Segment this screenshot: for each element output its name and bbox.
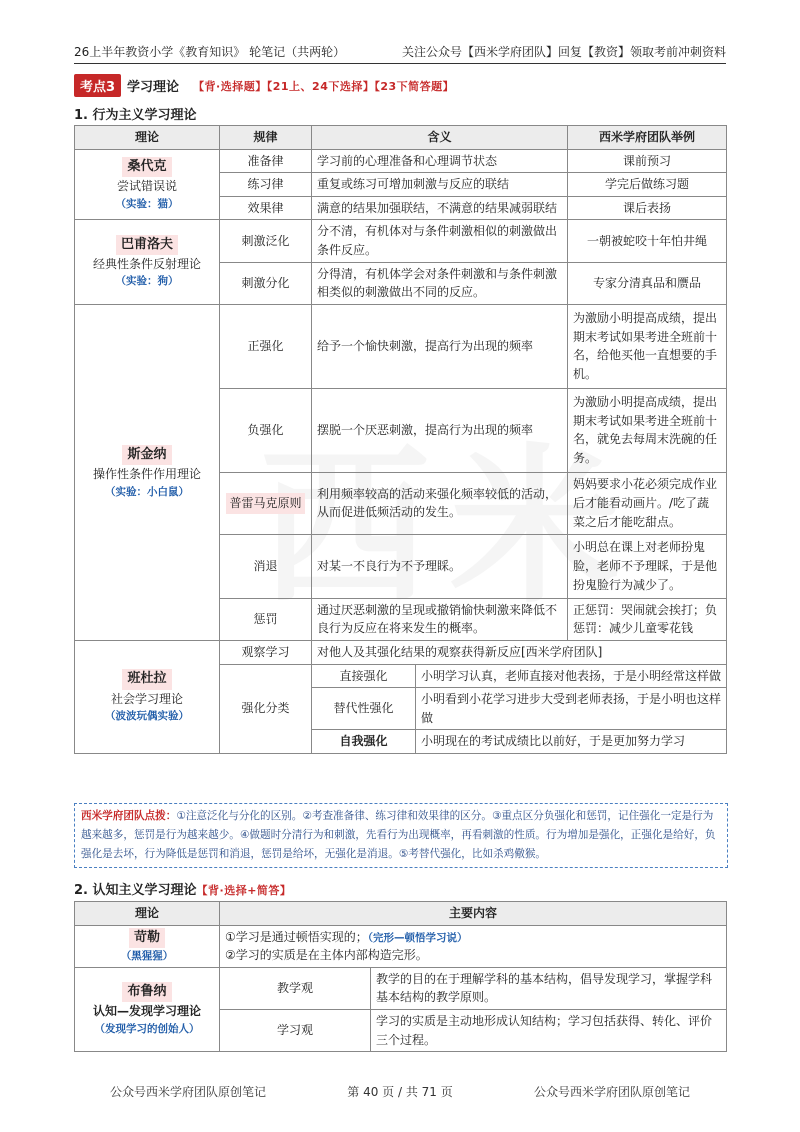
example-cell: 为激励小明提高成绩，提出期末考试如果考进全班前十名，就免去每周末洗碗的任务。 bbox=[568, 388, 727, 472]
page-footer bbox=[110, 1083, 690, 1100]
view-cell: 学习观 bbox=[220, 1009, 371, 1051]
kohler-line1-note: （完形—顿悟学习说） bbox=[367, 931, 468, 944]
meaning-cell: 学习前的心理准备和心理调节状态 bbox=[312, 149, 568, 173]
meaning-cell: 通过厌恶刺激的呈现或撤销愉快刺激来降低不良行为反应在将来发生的概率。 bbox=[312, 598, 568, 640]
col-header-example: 西米学府团队举例 bbox=[568, 126, 727, 150]
reinforce-type-cell: 替代性强化 bbox=[312, 688, 416, 730]
behaviorism-table bbox=[74, 125, 727, 754]
pavlov-name: 巴甫洛夫 bbox=[116, 235, 178, 255]
tip-label: 西米学府团队点拨： bbox=[81, 810, 177, 822]
thorndike-cell bbox=[75, 149, 220, 220]
example-cell: 为激励小明提高成绩，提出期末考试如果考进全班前十名，给他买他一直想要的手机。 bbox=[568, 304, 727, 388]
reinforce-content-cell: 小明看到小花学习进步大受到老师表扬，于是小明也这样做 bbox=[416, 688, 727, 730]
footer-right: 公众号西米学府团队原创笔记 bbox=[533, 1085, 690, 1099]
kohler-exp: （黑猩猩） bbox=[120, 950, 174, 963]
section-heading: 学习理论 bbox=[127, 80, 180, 95]
bruner-name: 布鲁纳 bbox=[122, 982, 171, 1002]
table-row bbox=[75, 149, 727, 173]
law-cell: 消退 bbox=[220, 534, 312, 598]
skinner-cell bbox=[75, 304, 220, 640]
reinforce-type-cell: 自我强化 bbox=[312, 730, 416, 754]
law-cell: 练习律 bbox=[220, 173, 312, 197]
page-number: 第 40 页 / 共 71 页 bbox=[347, 1085, 453, 1099]
col-header-theory: 理论 bbox=[75, 126, 220, 150]
table-row bbox=[75, 925, 727, 967]
reinforce-content-cell: 小明现在的考试成绩比以前好，于是更加努力学习 bbox=[416, 730, 727, 754]
example-cell: 正惩罚：哭闹就会挨打；负惩罚：减少儿童零花钱 bbox=[568, 598, 727, 640]
law-cell: 刺激分化 bbox=[220, 262, 312, 304]
view-content-cell: 教学的目的在于理解学科的基本结构，倡导发现学习，掌握学科基本结构的教学原则。 bbox=[371, 967, 727, 1009]
law-cell: 刺激泛化 bbox=[220, 220, 312, 262]
table-header-row bbox=[75, 126, 727, 150]
skinner-exp: （实验：小白鼠） bbox=[105, 485, 189, 498]
kohler-line1: ①学习是通过顿悟实现的； bbox=[225, 929, 368, 944]
meaning-cell: 对他人及其强化结果的观察获得新反应[西米学府团队] bbox=[312, 640, 727, 664]
skinner-theory: 操作性条件作用理论 bbox=[92, 466, 201, 481]
part2-heading bbox=[74, 879, 291, 898]
bruner-exp: （发现学习的创始人） bbox=[94, 1022, 200, 1035]
tip-box bbox=[74, 803, 728, 868]
kohler-cell bbox=[75, 925, 220, 967]
bruner-cell bbox=[75, 967, 220, 1051]
table-row bbox=[75, 304, 727, 388]
footer-left: 公众号西米学府团队原创笔记 bbox=[110, 1085, 267, 1099]
kohler-name: 苛勒 bbox=[129, 928, 165, 948]
bandura-exp: （波波玩偶实验） bbox=[105, 710, 189, 723]
pavlov-exp: （实验：狗） bbox=[115, 275, 179, 288]
part2-tag: 【背·选择+简答】 bbox=[196, 884, 292, 897]
thorndike-exp: （实验：猫） bbox=[115, 197, 179, 210]
example-cell: 课后表扬 bbox=[568, 196, 727, 220]
law-cell: 准备律 bbox=[220, 149, 312, 173]
bandura-name: 班杜拉 bbox=[122, 669, 171, 689]
meaning-cell: 重复或练习可增加刺激与反应的联结 bbox=[312, 173, 568, 197]
pavlov-theory: 经典性条件反射理论 bbox=[92, 256, 201, 271]
pavlov-cell bbox=[75, 220, 220, 304]
skinner-name: 斯金纳 bbox=[122, 445, 171, 465]
col-header-meaning: 含义 bbox=[312, 126, 568, 150]
table-row bbox=[75, 640, 727, 664]
header-right: 关注公众号【西米学府团队】回复【教资】领取考前冲刺资料 bbox=[401, 45, 726, 59]
law-cell bbox=[220, 472, 312, 534]
bruner-theory: 认知—发现学习理论 bbox=[92, 1004, 201, 1019]
law-cell: 观察学习 bbox=[220, 640, 312, 664]
meaning-cell: 对某一不良行为不予理睬。 bbox=[312, 534, 568, 598]
section-badge: 考点3 bbox=[74, 74, 121, 97]
table-header-row bbox=[75, 902, 727, 926]
meaning-cell: 给予一个愉快刺激，提高行为出现的频率 bbox=[312, 304, 568, 388]
col-header-law: 规律 bbox=[220, 126, 312, 150]
thorndike-name: 桑代克 bbox=[122, 157, 171, 177]
part2-title: 2. 认知主义学习理论 bbox=[74, 883, 197, 898]
reinforce-content-cell: 小明学习认真，老师直接对他表扬，于是小明经常这样做 bbox=[416, 664, 727, 688]
view-content-cell: 学习的实质是主动地形成认知结构；学习包括获得、转化、评价三个过程。 bbox=[371, 1009, 727, 1051]
bandura-theory: 社会学习理论 bbox=[110, 691, 183, 706]
col-header-content: 主要内容 bbox=[220, 902, 727, 926]
example-cell: 一朝被蛇咬十年怕井绳 bbox=[568, 220, 727, 262]
thorndike-theory: 尝试错误说 bbox=[116, 179, 177, 194]
table-row bbox=[75, 220, 727, 262]
meaning-cell: 分得清，有机体学会对条件刺激和与条件刺激相类似的刺激做出不同的反应。 bbox=[312, 262, 568, 304]
meaning-cell: 利用频率较高的活动来强化频率较低的活动，从而促进低频活动的发生。 bbox=[312, 472, 568, 534]
cognitivism-table bbox=[74, 901, 727, 1052]
kohler-line2: ②学习的实质是在主体内部构造完形。 bbox=[225, 948, 428, 963]
meaning-cell: 分不清，有机体对与条件刺激相似的刺激做出条件反应。 bbox=[312, 220, 568, 262]
section-tags: 【背·选择题】【21上、24下选择】【23下简答题】 bbox=[193, 79, 455, 93]
law-cell: 惩罚 bbox=[220, 598, 312, 640]
reinforce-type-cell: 直接强化 bbox=[312, 664, 416, 688]
page-header bbox=[74, 38, 726, 64]
law-cell: 正强化 bbox=[220, 304, 312, 388]
premack-label: 普雷马克原则 bbox=[226, 493, 304, 514]
law-cell: 负强化 bbox=[220, 388, 312, 472]
example-cell: 课前预习 bbox=[568, 149, 727, 173]
part1-heading: 1. 行为主义学习理论 bbox=[74, 108, 197, 123]
bandura-cell bbox=[75, 640, 220, 753]
tip-text: ①注意泛化与分化的区别。②考查准备律、练习律和效果律的区分。③重点区分负强化和惩罚，记住强化一定是行为越来越多，惩罚是行为越来越少。④做题时分清行为和刺激，先看行为出现概率，再看刺激的性质。行为增加是强化，正强化是给好，负强化是去坏，行为降低是惩罚和消退，惩罚是给坏，无强化是消退。⑤考替代强化，比如杀鸡儆猴。 bbox=[81, 810, 716, 860]
law-cell: 效果律 bbox=[220, 196, 312, 220]
view-cell: 教学观 bbox=[220, 967, 371, 1009]
example-cell: 学完后做练习题 bbox=[568, 173, 727, 197]
col-header-theory: 理论 bbox=[75, 902, 220, 926]
example-cell: 专家分清真品和赝品 bbox=[568, 262, 727, 304]
header-left: 26上半年教资小学《教育知识》 轮笔记（共两轮） bbox=[74, 45, 346, 59]
law-cell: 强化分类 bbox=[220, 664, 312, 753]
meaning-cell: 摆脱一个厌恶刺激，提高行为出现的频率 bbox=[312, 388, 568, 472]
meaning-cell: 满意的结果加强联结，不满意的结果减弱联结 bbox=[312, 196, 568, 220]
example-cell: 小明总在课上对老师扮鬼脸，老师不予理睬，于是他扮鬼脸行为减少了。 bbox=[568, 534, 727, 598]
kohler-content bbox=[220, 925, 727, 967]
example-cell: 妈妈要求小花必须完成作业后才能看动画片。/吃了蔬菜之后才能吃甜点。 bbox=[568, 472, 727, 534]
section-title bbox=[74, 74, 454, 97]
table-row bbox=[75, 967, 727, 1009]
